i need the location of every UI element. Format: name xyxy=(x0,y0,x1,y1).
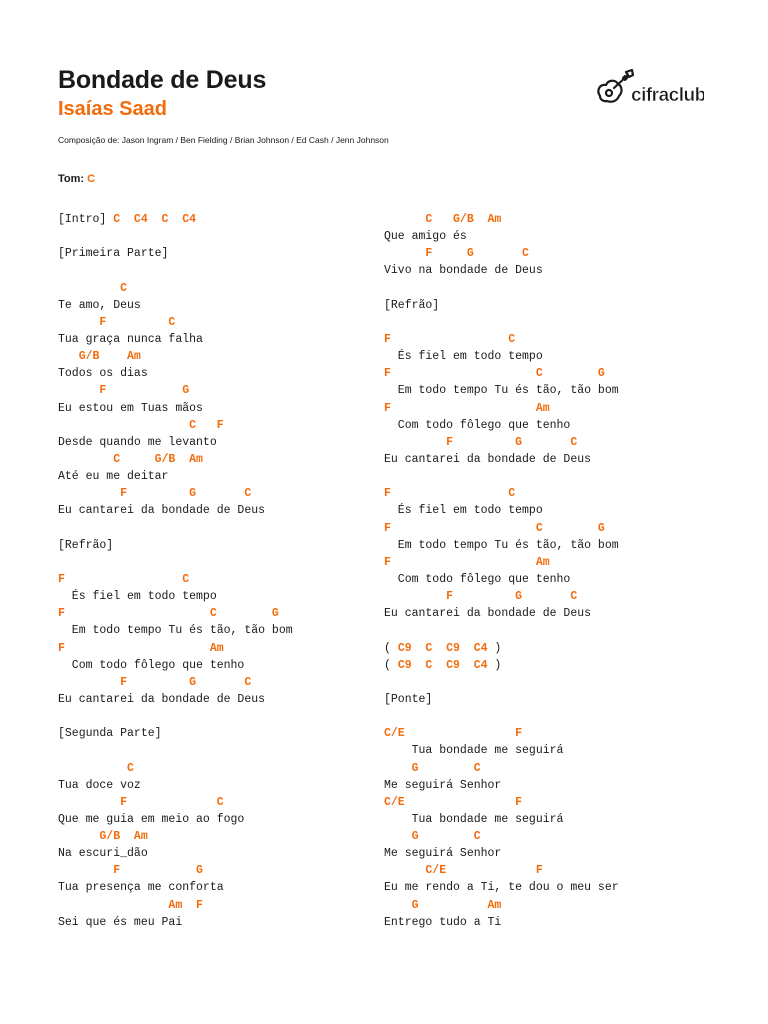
lyric-line: Tua presença me conforta xyxy=(58,881,224,895)
lyric-line: Que amigo és xyxy=(384,230,467,244)
lyric-line: Que me guia em meio ao fogo xyxy=(58,812,245,826)
lyric-line: Eu me rendo a Ti, te dou o meu ser xyxy=(384,881,619,895)
lyric-line: És fiel em todo tempo xyxy=(58,590,217,604)
chord-line: C xyxy=(58,281,128,295)
chord-line: G/B Am xyxy=(58,830,148,844)
logo-wordmark: cifraclub xyxy=(631,85,704,106)
chord-line: F Am xyxy=(58,641,224,655)
lyric-line: Tua graça nunca falha xyxy=(58,332,203,346)
blank-line xyxy=(58,554,293,571)
lyric-line: És fiel em todo tempo xyxy=(384,350,543,364)
chord-line: F C xyxy=(58,795,224,809)
section-label: [Refrão] xyxy=(384,298,440,312)
progression-text: ( xyxy=(384,658,398,672)
chord-progression[interactable]: C C4 C C4 xyxy=(113,213,197,226)
artist-name[interactable]: Isaías Saad xyxy=(58,98,167,120)
chord-line: F C xyxy=(384,487,516,501)
lyric-line: Eu cantarei da bondade de Deus xyxy=(384,452,592,466)
lyric-line: Em todo tempo Tu és tão, tão bom xyxy=(58,624,293,638)
blank-line xyxy=(58,520,293,537)
section-label: [Refrão] xyxy=(58,538,114,552)
section-label: [Primeira Parte] xyxy=(58,247,169,261)
key-label: Tom: xyxy=(58,173,85,185)
chord-line: F G C xyxy=(58,675,252,689)
lyric-line: Eu cantarei da bondade de Deus xyxy=(58,692,266,706)
chord-line: Am F xyxy=(58,898,203,912)
key-value[interactable]: C xyxy=(87,173,96,185)
lyric-line: Tua doce voz xyxy=(58,778,141,792)
blank-line xyxy=(384,622,619,639)
lyric-line: Eu cantarei da bondade de Deus xyxy=(58,504,266,518)
chord-progression-line xyxy=(384,657,619,674)
chord-line: F C xyxy=(384,332,516,346)
lyric-line: Tua bondade me seguirá xyxy=(384,744,564,758)
chord-line: F Am xyxy=(384,401,550,415)
lyric-line: Com todo fôlego que tenho xyxy=(58,658,245,672)
blank-line xyxy=(384,468,619,485)
chord-line: C G/B Am xyxy=(58,452,203,466)
lyric-line: Com todo fôlego que tenho xyxy=(384,418,571,432)
chord-line: F Am xyxy=(384,555,550,569)
chord-line: G C xyxy=(384,830,481,844)
lyric-line: Me seguirá Senhor xyxy=(384,847,502,861)
blank-line xyxy=(384,708,619,725)
blank-line xyxy=(58,742,293,759)
chord-line: F G C xyxy=(384,590,578,604)
chord-line: C F xyxy=(58,418,224,432)
section-label: [Segunda Parte] xyxy=(58,727,162,741)
lyric-line: Desde quando me levanto xyxy=(58,435,217,449)
lyric-line: Eu cantarei da bondade de Deus xyxy=(384,607,592,621)
cifraclub-logo[interactable] xyxy=(594,66,704,112)
chord-line: F G xyxy=(58,384,190,398)
lyric-line: Vivo na bondade de Deus xyxy=(384,264,543,278)
blank-line xyxy=(58,708,293,725)
progression-text: ) xyxy=(487,641,502,655)
lyric-line: Com todo fôlego que tenho xyxy=(384,572,571,586)
progression-text: ( xyxy=(384,641,398,655)
chord-line: F G xyxy=(58,864,203,878)
chord-line: C/E F xyxy=(384,727,523,741)
chord-progression[interactable]: C9 C C9 C4 xyxy=(397,658,488,672)
chord-progression-line xyxy=(384,640,619,657)
chord-line: F G C xyxy=(384,247,529,261)
lyric-line: Eu estou em Tuas mãos xyxy=(58,401,203,415)
chord-line: C xyxy=(58,761,134,775)
lyric-line: És fiel em todo tempo xyxy=(384,504,543,518)
lyric-line: Em todo tempo Tu és tão, tão bom xyxy=(384,384,619,398)
chord-line: F C G xyxy=(58,607,279,621)
lyric-line: Todos os dias xyxy=(58,367,148,381)
composers-credit: Composição de: Jason Ingram / Ben Fielding / Brian Johnson / Ed Cash / Jenn Johnson xyxy=(58,135,389,145)
chord-sheet-left-column xyxy=(58,211,293,931)
chord-line: F C G xyxy=(384,521,605,535)
chord-line: G C xyxy=(384,761,481,775)
chord-line: C G/B Am xyxy=(384,213,502,226)
key-indicator xyxy=(58,172,95,186)
blank-line xyxy=(384,280,619,297)
chord-line: F C xyxy=(58,315,176,329)
blank-line xyxy=(384,314,619,331)
song-title: Bondade de Deus xyxy=(58,66,267,94)
chord-line: F C xyxy=(58,572,190,586)
chord-line: G/B Am xyxy=(58,350,141,364)
chord-line: F G C xyxy=(58,487,252,501)
chord-line: F G C xyxy=(384,435,578,449)
chord-line: F C G xyxy=(384,367,605,381)
progression-text: ) xyxy=(487,658,502,672)
progression-text: [Intro] xyxy=(58,213,114,226)
chord-sheet-right-column xyxy=(384,211,619,931)
lyric-line: Entrego tudo a Ti xyxy=(384,915,502,929)
section-label: [Ponte] xyxy=(384,692,433,706)
chord-line: C/E F xyxy=(384,795,523,809)
lyric-line: Até eu me deitar xyxy=(58,470,169,484)
lyric-line: Em todo tempo Tu és tão, tão bom xyxy=(384,538,619,552)
guitar-icon xyxy=(594,66,704,112)
lyric-line: Me seguirá Senhor xyxy=(384,778,502,792)
blank-line xyxy=(58,262,293,279)
lyric-line: Sei que és meu Pai xyxy=(58,915,183,929)
chord-line: G Am xyxy=(384,898,502,912)
lyric-line: Na escuri_dão xyxy=(58,847,148,861)
lyric-line: Tua bondade me seguirá xyxy=(384,812,564,826)
chord-line: C/E F xyxy=(384,864,543,878)
blank-line xyxy=(58,228,293,245)
chord-progression[interactable]: C9 C C9 C4 xyxy=(397,641,488,655)
lyric-line: Te amo, Deus xyxy=(58,298,141,312)
chord-progression-line xyxy=(58,211,293,228)
blank-line xyxy=(384,674,619,691)
